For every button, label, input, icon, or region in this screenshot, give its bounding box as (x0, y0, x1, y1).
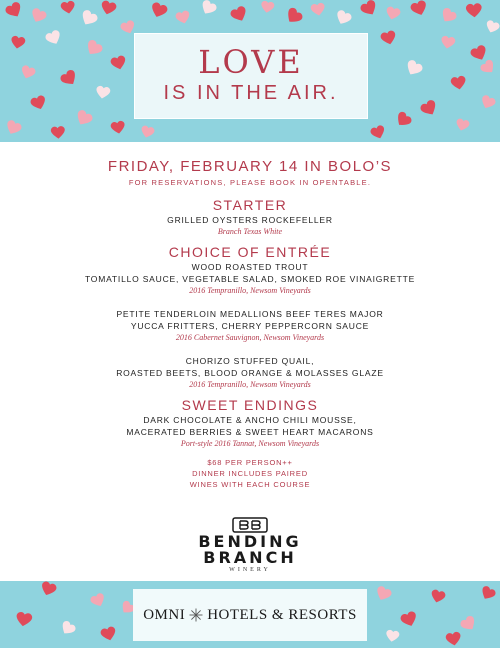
heart-icon (378, 28, 398, 47)
heart-icon (227, 3, 250, 25)
heart-icon (28, 5, 50, 26)
entree-3-wine: 2016 Tempranillo, Newsom Vineyards (189, 380, 311, 389)
entree-1-line2: TOMATILLO SAUCE, VEGETABLE SALAD, SMOKED ROE VINAIGRETTE (84, 274, 416, 284)
omni-hotels-resorts: HOTELS & RESORTS (207, 606, 357, 623)
heart-icon (18, 63, 38, 82)
omni-logo-box (133, 589, 367, 641)
heart-icon (483, 18, 500, 36)
dessert-line1: DARK CHOCOLATE & ANCHO CHILI MOUSSE, (143, 415, 357, 425)
reservation-note: FOR RESERVATIONS, PLEASE BOOK IN OPENTABLE. (128, 178, 372, 187)
dessert-line2: MACERATED BERRIES & SWEET HEART MACARONS (126, 427, 374, 437)
pairing-note-1: DINNER INCLUDES PAIRED (192, 469, 308, 478)
heart-icon (373, 583, 395, 604)
heart-icon (82, 36, 106, 60)
heart-icon (9, 34, 27, 51)
heart-icon (14, 610, 35, 629)
heart-icon (57, 618, 78, 639)
heart-icon (3, 117, 25, 138)
event-date: FRIDAY, FEBRUARY 14 IN BOLO’S (107, 158, 393, 175)
heart-icon (98, 624, 118, 643)
heart-icon (77, 7, 101, 30)
heart-icon (408, 0, 430, 19)
entree-2-line2: YUCCA FRITTERS, CHERRY PEPPERCORN SAUCE (130, 321, 370, 331)
pairing-note-2: WINES WITH EACH COURSE (189, 480, 311, 489)
entree-1-line1: WOOD ROASTED TROUT (191, 262, 309, 272)
love-title: LOVE (198, 43, 304, 81)
dessert-wine: Port-style 2016 Tannat, Newsom Vineyards (180, 439, 320, 448)
heart-icon (43, 27, 65, 48)
heart-icon (357, 0, 381, 20)
heart-icon (2, 0, 26, 22)
heart-icon (437, 5, 460, 27)
heart-icon (477, 583, 498, 603)
heart-icon (402, 57, 426, 80)
heart-icon (449, 74, 468, 92)
entree-2-line1: PETITE TENDERLOIN MEDALLIONS BEEF TERES MAJOR (116, 309, 384, 319)
menu-body (0, 158, 500, 490)
heart-icon (57, 66, 81, 90)
heart-icon (383, 4, 402, 22)
heart-icon (94, 84, 112, 101)
entree-3-line2: ROASTED BEETS, BLOOD ORANGE & MOLASSES GLAZE (116, 368, 384, 378)
heart-icon (464, 1, 483, 19)
heart-icon (368, 123, 388, 142)
heart-icon (197, 0, 219, 19)
heart-icon (384, 628, 401, 644)
heart-icon (59, 0, 77, 16)
heart-icon (49, 124, 66, 140)
heart-icon (309, 1, 327, 18)
omni-name: OMNI (143, 606, 186, 623)
heart-icon (259, 0, 276, 15)
love-subtitle: IS IN THE AIR. (163, 82, 339, 104)
omni-emblem-icon (189, 608, 203, 622)
entree-heading: CHOICE OF ENTRÉE (168, 244, 332, 260)
heart-icon (333, 7, 355, 28)
heart-icon (428, 587, 447, 605)
bending-branch-line2: BRANCH (203, 548, 297, 567)
love-title-box (134, 33, 368, 119)
heart-icon (109, 119, 127, 136)
heart-icon (417, 97, 441, 120)
price-per-person: $68 PER PERSON++ (207, 458, 293, 467)
bending-branch-winery: WINERY (229, 567, 271, 573)
heart-icon (28, 93, 49, 113)
heart-icon (398, 608, 420, 629)
heart-icon (38, 581, 59, 599)
heart-icon (454, 116, 472, 133)
entree-1-wine: 2016 Tempranillo, Newsom Vineyards (189, 286, 311, 295)
heart-icon (478, 92, 499, 112)
heart-icon (148, 0, 170, 21)
heart-icon (173, 8, 192, 26)
entree-2-wine: 2016 Cabernet Sauvignon, Newsom Vineyards (175, 333, 325, 342)
heart-icon (72, 107, 96, 130)
entree-3-line1: CHORIZO STUFFED QUAIL, (185, 356, 315, 366)
heart-icon (98, 0, 118, 17)
top-hearts-banner (0, 0, 500, 142)
starter-dish: GRILLED OYSTERS ROCKEFELLER (167, 215, 333, 225)
dessert-heading: SWEET ENDINGS (181, 397, 319, 413)
heart-icon (139, 123, 157, 140)
bending-branch-line1: BENDING (198, 532, 302, 551)
bending-branch-logo (0, 534, 500, 575)
heart-icon (282, 4, 306, 28)
heart-icon (444, 630, 463, 648)
heart-icon (392, 108, 415, 131)
heart-icon (439, 34, 457, 51)
heart-icon (108, 53, 128, 72)
starter-wine: Branch Texas White (217, 227, 283, 236)
heart-icon (88, 590, 109, 610)
starter-heading: STARTER (212, 197, 288, 213)
